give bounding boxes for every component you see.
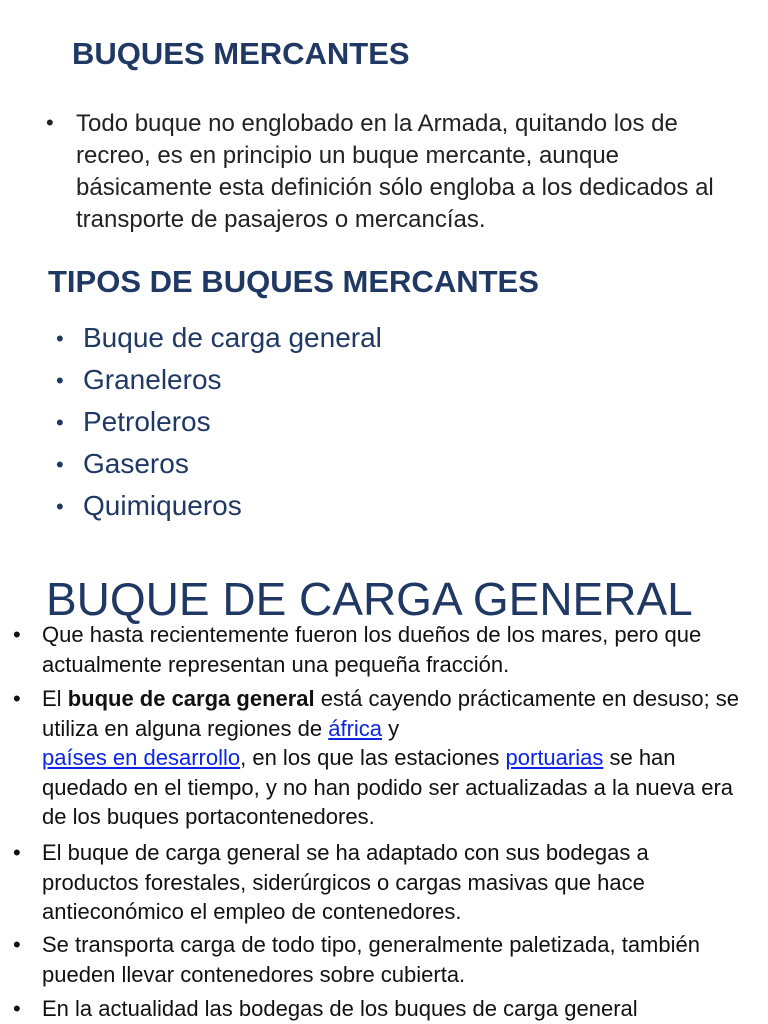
list-item-label: Buque de carga general bbox=[83, 322, 382, 353]
bullet-dot: • bbox=[13, 686, 21, 711]
bullet-dot: • bbox=[56, 368, 64, 393]
paragraph-1: Que hasta recientemente fueron los dueños de los mares, pero que actualmente representan una pequeña fracción. bbox=[42, 622, 702, 677]
paragraph-4: Se transporta carga de todo tipo, generalmente paletizada, también pueden llevar contenedores sobre cubierta. bbox=[42, 932, 700, 987]
bullet-dot: • bbox=[13, 840, 21, 865]
heading-buque-de-carga-general: BUQUE DE CARGA GENERAL bbox=[46, 573, 693, 625]
paragraph-3: El buque de carga general se ha adaptado con sus bodegas a productos forestales, siderúrgicos o cargas masivas que hace antieconómico el empleo de contenedores. bbox=[42, 840, 649, 924]
bold-term: buque de carga general bbox=[67, 686, 315, 711]
heading-tipos-de-buques: TIPOS DE BUQUES MERCANTES bbox=[48, 264, 539, 299]
list-item-label: Graneleros bbox=[83, 364, 222, 395]
bullet-dot: • bbox=[56, 452, 64, 477]
link-portuarias[interactable]: portuarias bbox=[505, 745, 604, 770]
bullet-dot: • bbox=[13, 622, 21, 647]
bullet-dot: • bbox=[13, 932, 21, 957]
bullet-dot: • bbox=[56, 410, 64, 435]
bullet-dot: • bbox=[13, 996, 21, 1021]
bullet-dot: • bbox=[56, 326, 64, 351]
bullet-dot: • bbox=[56, 494, 64, 519]
link-paises-en-desarrollo[interactable]: países en desarrollo bbox=[42, 745, 241, 770]
paragraph-5: En la actualidad las bodegas de los buques de carga general bbox=[42, 996, 638, 1021]
bullet-dot: • bbox=[46, 110, 54, 135]
paragraph-2: El buque de carga general está cayendo prácticamente en desuso; se utiliza en alguna regiones de áfrica y países en desarrollo, en los que las estaciones portuarias se han quedado en el tiempo, y no han podido ser actualizadas a la nueva era de los buques portacontenedores. bbox=[42, 686, 740, 829]
link-africa[interactable]: áfrica bbox=[328, 715, 383, 741]
list-item-label: Gaseros bbox=[83, 448, 189, 479]
list-item-label: Quimiqueros bbox=[83, 490, 242, 521]
list-item-label: Petroleros bbox=[83, 406, 211, 437]
intro-paragraph: Todo buque no englobado en la Armada, quitando los de recreo, es en principio un buque mercante, aunque básicamente esta definición sólo engloba a los dedicados al transporte de pasajeros o mercancías. bbox=[76, 110, 714, 233]
heading-buques-mercantes: BUQUES MERCANTES bbox=[72, 36, 410, 71]
